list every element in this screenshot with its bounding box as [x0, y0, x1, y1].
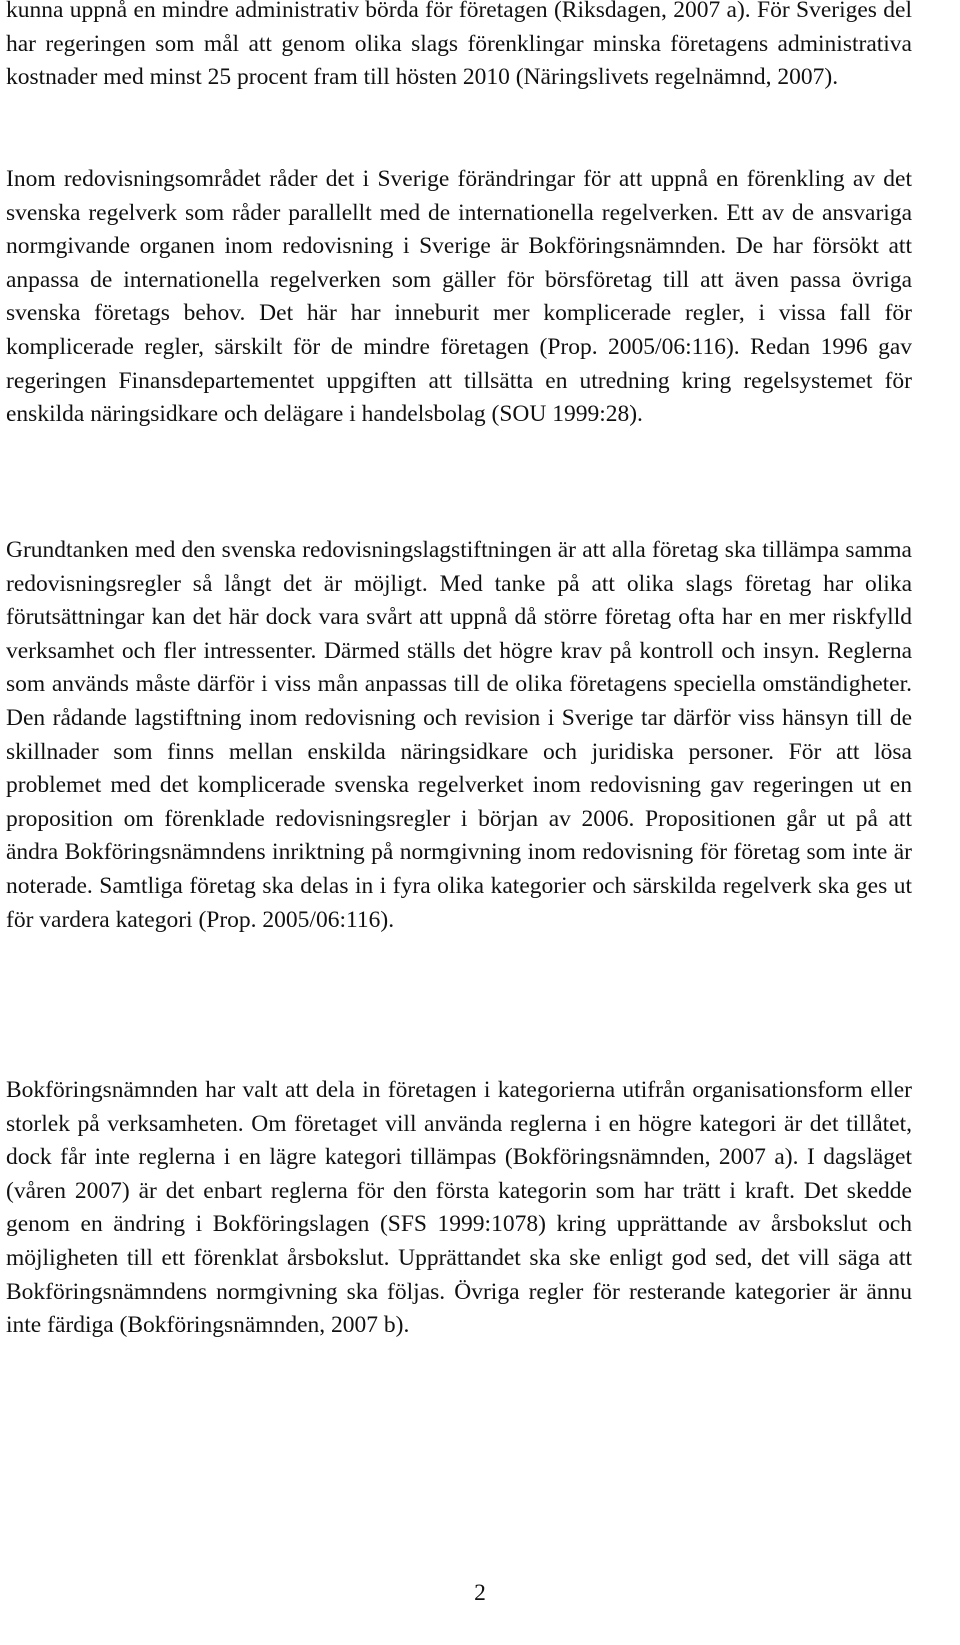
paragraph-3: Grundtanken med den svenska redovisningslagstiftningen är att alla företag ska tillämpa samma redovisningsregler så långt det är möjligt. Med tanke på att olika slags företag har olika förutsättningar kan det här dock vara svårt att uppnå då större företag ofta har en mer riskfylld verksamhet och fler intressenter. Därmed ställs det högre krav på kontroll och insyn. Reglerna som används måste därför i viss mån anpassas till de olika företagens speciella omständigheter. Den rådande lagstiftning inom redovisning och revision i Sverige tar därför viss hänsyn till de skillnader som finns mellan enskilda näringsidkare och juridiska personer. För att lösa problemet med det komplicerade svenska regelverket inom redovisning gav regeringen ut en proposition om förenklade redovisningsregler i början av 2006. Propositionen går ut på att ändra Bokföringsnämndens inriktning på normgivning inom redovisning för företag som inte är noterade. Samtliga företag ska delas in i fyra olika kategorier och särskilda regelverk ska ges ut för vardera kategori (Prop. 2005/06:116).: [6, 537, 912, 933]
paragraph-1: kunna uppnå en mindre administrativ börda för företagen (Riksdagen, 2007 a). För Sveriges del har regeringen som mål att genom olika slags förenklingar minska företagens administrativa kostnader med minst 25 procent fram till hösten 2010 (Näringslivets regelnämnd, 2007).: [6, 0, 912, 91]
page-number: 2: [474, 1580, 486, 1606]
paragraph-4: Bokföringsnämnden har valt att dela in företagen i kategorierna utifrån organisationsform eller storlek på verksamheten. Om företaget vill använda reglerna i en högre kategori är det tillåtet, dock får inte reglerna i en lägre kategori tillämpas (Bokföringsnämnden, 2007 a). I dagsläget (våren 2007) är det enbart reglerna för den första kategorin som har trätt i kraft. Det skedde genom en ändring i Bokföringslagen (SFS 1999:1078) kring upprättande av årsbokslut och möjligheten till ett förenklat årsbokslut. Upprättandet ska ske enligt god sed, det vill säga att Bokföringsnämndens normgivning ska följas. Övriga regler för resterande kategorier är ännu inte färdiga (Bokföringsnämnden, 2007 b).: [6, 1077, 912, 1339]
paragraph-2: Inom redovisningsområdet råder det i Sverige förändringar för att uppnå en förenkling av det svenska regelverk som råder parallellt med de internationella regelverken. Ett av de ansvariga normgivande organen inom redovisning i Sverige är Bokföringsnämnden. De har försökt att anpassa de internationella regelverken som gäller för börsföretag till att även passa övriga svenska företags behov. Det här har inneburit mer komplicerade regler, i vissa fall för komplicerade regler, särskilt för de mindre företagen (Prop. 2005/06:116). Redan 1996 gav regeringen Finansdepartementet uppgiften att tillsätta en utredning kring regelsystemet för enskilda näringsidkare och delägare i handelsbolag (SOU 1999:28).: [6, 166, 912, 428]
